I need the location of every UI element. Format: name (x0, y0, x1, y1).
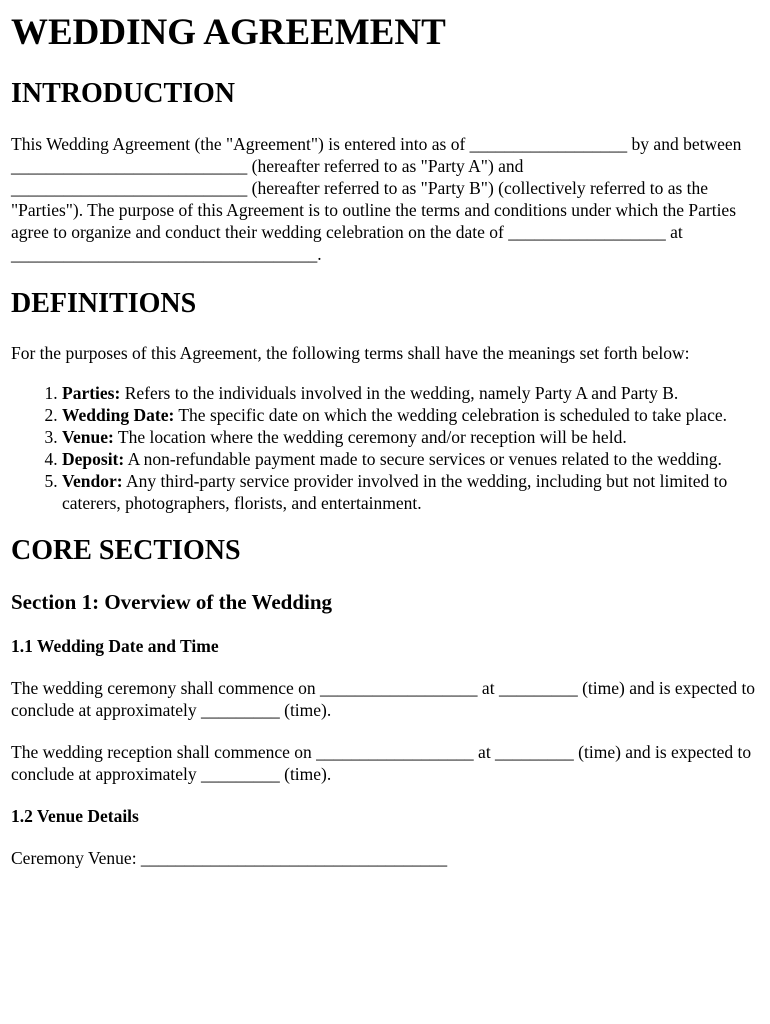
definition-item-vendor (62, 470, 759, 514)
definition-item-wedding-date (62, 404, 759, 426)
definition-text: Refers to the individuals involved in the wedding, namely Party A and Party B. (120, 383, 679, 403)
definitions-heading: DEFINITIONS (11, 288, 197, 319)
introduction-heading: INTRODUCTION (11, 78, 236, 109)
core-sections-heading: CORE SECTIONS (11, 535, 241, 566)
definition-term: Wedding Date: (62, 405, 175, 425)
ceremony-time-paragraph: The wedding ceremony shall commence on __________________ at _________ (time) and is expected to conclude at approximately _________ (time). (11, 678, 756, 720)
definition-text: The specific date on which the wedding celebration is scheduled to take place. (174, 405, 727, 425)
subsection-1-2-heading: 1.2 Venue Details (11, 806, 139, 826)
ceremony-venue-line: Ceremony Venue: ___________________________________ (11, 848, 448, 868)
definition-item-parties (62, 382, 759, 404)
definition-item-venue (62, 426, 759, 448)
subsection-1-1-heading: 1.1 Wedding Date and Time (11, 636, 219, 656)
definition-item-deposit (62, 448, 759, 470)
reception-time-paragraph: The wedding reception shall commence on __________________ at _________ (time) and is expected to conclude at approximately _________ (time). (11, 742, 752, 784)
definition-text: The location where the wedding ceremony and/or reception will be held. (113, 427, 627, 447)
definition-text: A non-refundable payment made to secure services or venues related to the wedding. (124, 449, 722, 469)
definition-term: Parties: (62, 383, 121, 403)
introduction-paragraph: This Wedding Agreement (the "Agreement") is entered into as of __________________ by and between ___________________________ (hereafter referred to as "Party A") and ___________________________ (hereafter referred to as "Party B") (collectively referred to as the "Parties"). The purpose of this Agreement is to outline the terms and conditions under which the Parties agree to organize and conduct their wedding celebration on the date of __________________ at ___________________________________. (11, 134, 742, 264)
definition-term: Vendor: (62, 471, 123, 491)
definition-term: Deposit: (62, 449, 125, 469)
definition-text: Any third-party service provider involved in the wedding, including but not limited to caterers, photographers, florists, and entertainment. (62, 471, 728, 513)
document-title: WEDDING AGREEMENT (11, 12, 446, 53)
section-1-heading: Section 1: Overview of the Wedding (11, 590, 333, 614)
definition-term: Venue: (62, 427, 114, 447)
definitions-intro-paragraph: For the purposes of this Agreement, the following terms shall have the meanings set forth below: (11, 343, 690, 363)
definitions-list (11, 382, 759, 514)
